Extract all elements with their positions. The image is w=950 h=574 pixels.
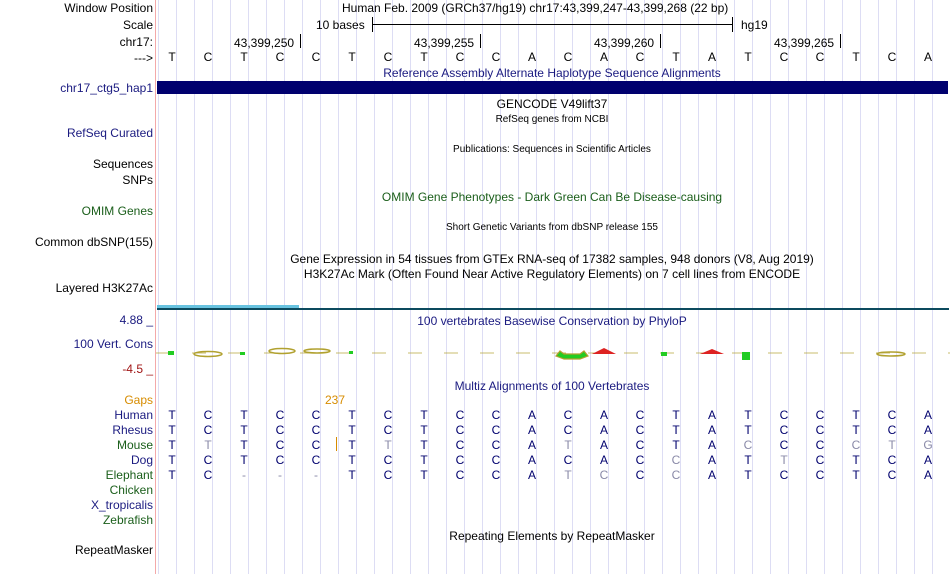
ref-base: C bbox=[815, 50, 825, 64]
omim-label[interactable]: OMIM Genes bbox=[81, 204, 153, 218]
repeatmasker-label[interactable]: RepeatMasker bbox=[74, 543, 153, 557]
aligned-base-rhesus: C bbox=[563, 423, 573, 437]
aligned-base-rhesus: A bbox=[599, 423, 608, 437]
ref-base: C bbox=[383, 50, 393, 64]
cons-max-label: 4.88 _ bbox=[119, 313, 153, 327]
aligned-base-dog: C bbox=[635, 453, 645, 467]
sequences-label[interactable]: Sequences bbox=[92, 157, 153, 171]
aligned-base-rhesus: T bbox=[852, 423, 860, 437]
aligned-base-mouse: T bbox=[240, 438, 248, 452]
aligned-base-mouse: T bbox=[888, 438, 896, 452]
gaps-label: Gaps bbox=[124, 393, 153, 407]
aligned-base-dog: T bbox=[780, 453, 788, 467]
publications-title: Publications: Sequences in Scientific Articles bbox=[453, 144, 651, 155]
aligned-base-elephant: T bbox=[420, 468, 428, 482]
aligned-base-elephant: C bbox=[383, 468, 393, 482]
aligned-base-mouse: C bbox=[491, 438, 501, 452]
aligned-base-dog: C bbox=[563, 453, 573, 467]
species-label-dog: Dog bbox=[130, 453, 153, 467]
aligned-base-dog: C bbox=[455, 453, 465, 467]
aligned-base-elephant: C bbox=[887, 468, 897, 482]
aligned-base-mouse: C bbox=[851, 438, 861, 452]
aligned-base-rhesus: C bbox=[311, 423, 321, 437]
aligned-base-elephant: T bbox=[744, 468, 752, 482]
aligned-base-mouse: C bbox=[275, 438, 285, 452]
alt-haplotype-label[interactable]: chr17_ctg5_hap1 bbox=[60, 81, 153, 95]
phylop-conservation-plot bbox=[156, 342, 950, 364]
repeatmasker-title: Repeating Elements by RepeatMasker bbox=[449, 529, 655, 543]
aligned-base-elephant: T bbox=[852, 468, 860, 482]
aligned-base-dog: T bbox=[240, 453, 248, 467]
aligned-base-dog: T bbox=[852, 453, 860, 467]
aligned-base-human: C bbox=[383, 408, 393, 422]
aligned-base-dog: A bbox=[599, 453, 608, 467]
aligned-base-dog: T bbox=[420, 453, 428, 467]
aligned-base-rhesus: C bbox=[455, 423, 465, 437]
aligned-base-dog: T bbox=[744, 453, 752, 467]
coord-tick bbox=[480, 34, 481, 48]
species-label-rhesus: Rhesus bbox=[112, 423, 153, 437]
gap-count: 237 bbox=[325, 393, 346, 407]
aligned-base-dog: T bbox=[168, 453, 176, 467]
aligned-base-elephant: C bbox=[635, 468, 645, 482]
aligned-base-mouse: T bbox=[168, 438, 176, 452]
aligned-base-mouse: T bbox=[564, 438, 572, 452]
aligned-base-dog: C bbox=[491, 453, 501, 467]
alt-haplotype-title: Reference Assembly Alternate Haplotype Sequence Alignments bbox=[383, 66, 721, 80]
species-label-mouse: Mouse bbox=[116, 438, 153, 452]
aligned-base-mouse: T bbox=[384, 438, 392, 452]
aligned-base-human: T bbox=[240, 408, 248, 422]
aligned-base-human: C bbox=[635, 408, 645, 422]
aligned-base-rhesus: A bbox=[707, 423, 716, 437]
aligned-base-mouse: T bbox=[420, 438, 428, 452]
coord-tick bbox=[660, 34, 661, 48]
track-labels bbox=[0, 0, 155, 574]
aligned-base-rhesus: C bbox=[635, 423, 645, 437]
aligned-base-elephant: C bbox=[455, 468, 465, 482]
gtex-title: Gene Expression in 54 tissues from GTEx RNA-seq of 17382 samples, 948 donors (V8, Aug 2019) bbox=[290, 252, 814, 266]
h3k27ac-title: H3K27Ac Mark (Often Found Near Active Regulatory Elements) on 7 cell lines from ENCODE bbox=[303, 267, 801, 281]
ref-base: C bbox=[491, 50, 501, 64]
dbsnp-title: Short Genetic Variants from dbSNP release 155 bbox=[446, 222, 658, 233]
aligned-base-rhesus: C bbox=[383, 423, 393, 437]
phylop-title: 100 vertebrates Basewise Conservation by PhyloP bbox=[417, 314, 687, 328]
ref-base: T bbox=[744, 50, 752, 64]
ref-base: T bbox=[672, 50, 680, 64]
aligned-base-mouse: T bbox=[204, 438, 212, 452]
aligned-base-elephant: A bbox=[923, 468, 932, 482]
scale-label: Scale bbox=[122, 18, 153, 32]
ref-base: A bbox=[599, 50, 608, 64]
aligned-base-human: T bbox=[348, 408, 356, 422]
ref-base: C bbox=[455, 50, 465, 64]
ref-base: C bbox=[275, 50, 285, 64]
aligned-base-elephant: C bbox=[671, 468, 681, 482]
aligned-base-dog: C bbox=[887, 453, 897, 467]
aligned-base-rhesus: A bbox=[923, 423, 932, 437]
ref-base: C bbox=[311, 50, 321, 64]
ref-base: C bbox=[779, 50, 789, 64]
aligned-base-dog: C bbox=[203, 453, 213, 467]
aligned-base-rhesus: C bbox=[815, 423, 825, 437]
coord-label: 43,399,260 bbox=[594, 36, 655, 50]
aligned-base-dog: A bbox=[527, 453, 536, 467]
aligned-base-mouse: T bbox=[672, 438, 680, 452]
coord-label: 43,399,265 bbox=[774, 36, 835, 50]
aligned-base-mouse: T bbox=[348, 438, 356, 452]
aligned-base-rhesus: T bbox=[672, 423, 680, 437]
species-label-zebrafish: Zebrafish bbox=[102, 513, 153, 527]
cons-min-label: -4.5 _ bbox=[122, 362, 153, 376]
omim-title: OMIM Gene Phenotypes - Dark Green Can Be Disease-causing bbox=[381, 190, 723, 204]
aligned-base-rhesus: T bbox=[240, 423, 248, 437]
aligned-base-rhesus: T bbox=[168, 423, 176, 437]
aligned-base-human: A bbox=[527, 408, 536, 422]
gencode-title: GENCODE V49lift37 bbox=[496, 97, 608, 111]
aligned-base-human: C bbox=[311, 408, 321, 422]
ref-base: T bbox=[852, 50, 860, 64]
aligned-base-mouse: A bbox=[599, 438, 608, 452]
aligned-base-mouse: A bbox=[707, 438, 716, 452]
aligned-base-human: C bbox=[563, 408, 573, 422]
aligned-base-rhesus: A bbox=[527, 423, 536, 437]
aligned-base-human: C bbox=[815, 408, 825, 422]
aligned-base-rhesus: T bbox=[348, 423, 356, 437]
species-label-xtropicalis: X_tropicalis bbox=[90, 498, 153, 512]
window-position-label: Window Position bbox=[64, 1, 153, 15]
aligned-base-elephant: C bbox=[815, 468, 825, 482]
aligned-base-dog: A bbox=[923, 453, 932, 467]
aligned-base-human: T bbox=[744, 408, 752, 422]
aligned-base-dog: A bbox=[707, 453, 716, 467]
aligned-base-mouse: G bbox=[923, 438, 933, 452]
snps-label[interactable]: SNPs bbox=[122, 173, 153, 187]
aligned-base-human: T bbox=[852, 408, 860, 422]
aligned-base-dog: C bbox=[383, 453, 393, 467]
aligned-base-elephant: - bbox=[314, 468, 318, 482]
scale-bar-text: 10 bases bbox=[316, 18, 365, 32]
alt-haplotype-bar[interactable] bbox=[157, 81, 948, 94]
ref-base: C bbox=[887, 50, 897, 64]
species-label-human: Human bbox=[114, 408, 153, 422]
aligned-base-elephant: C bbox=[203, 468, 213, 482]
aligned-base-elephant: A bbox=[707, 468, 716, 482]
aligned-base-dog: C bbox=[671, 453, 681, 467]
aligned-base-elephant: - bbox=[278, 468, 282, 482]
coord-label: 43,399,250 bbox=[234, 36, 295, 50]
species-label-chicken: Chicken bbox=[109, 483, 153, 497]
aligned-base-human: A bbox=[923, 408, 932, 422]
aligned-base-human: T bbox=[672, 408, 680, 422]
aligned-base-elephant: - bbox=[242, 468, 246, 482]
mouse-insertion-marker bbox=[336, 437, 337, 451]
aligned-base-rhesus: C bbox=[779, 423, 789, 437]
aligned-base-elephant: C bbox=[491, 468, 501, 482]
coord-tick bbox=[840, 34, 841, 48]
species-label-elephant: Elephant bbox=[105, 468, 153, 482]
ref-base: T bbox=[348, 50, 356, 64]
aligned-base-elephant: T bbox=[564, 468, 572, 482]
aligned-base-elephant: C bbox=[599, 468, 609, 482]
aligned-base-rhesus: C bbox=[491, 423, 501, 437]
aligned-base-elephant: T bbox=[168, 468, 176, 482]
aligned-base-rhesus: T bbox=[744, 423, 752, 437]
label-divider[interactable] bbox=[155, 0, 156, 574]
aligned-base-mouse: C bbox=[815, 438, 825, 452]
aligned-base-rhesus: C bbox=[203, 423, 213, 437]
aligned-base-elephant: A bbox=[527, 468, 536, 482]
ref-base: T bbox=[420, 50, 428, 64]
aligned-base-dog: T bbox=[348, 453, 356, 467]
coord-tick bbox=[300, 34, 301, 48]
ref-base: A bbox=[707, 50, 716, 64]
aligned-base-dog: C bbox=[275, 453, 285, 467]
ref-base: T bbox=[240, 50, 248, 64]
coord-label: 43,399,255 bbox=[414, 36, 475, 50]
aligned-base-human: T bbox=[420, 408, 428, 422]
aligned-base-human: C bbox=[779, 408, 789, 422]
aligned-base-mouse: A bbox=[527, 438, 536, 452]
ref-base: A bbox=[527, 50, 536, 64]
cons-track-label[interactable]: 100 Vert. Cons bbox=[73, 337, 153, 351]
aligned-base-mouse: C bbox=[779, 438, 789, 452]
aligned-base-mouse: C bbox=[743, 438, 753, 452]
aligned-base-dog: C bbox=[311, 453, 321, 467]
aligned-base-mouse: C bbox=[311, 438, 321, 452]
aligned-base-human: C bbox=[203, 408, 213, 422]
assembly-position-text: Human Feb. 2009 (GRCh37/hg19) chr17:43,399,247-43,399,268 (22 bp) bbox=[342, 1, 729, 15]
dbsnp-label[interactable]: Common dbSNP(155) bbox=[34, 235, 153, 249]
ref-base: A bbox=[923, 50, 932, 64]
aligned-base-rhesus: C bbox=[275, 423, 285, 437]
multiz-title: Multiz Alignments of 100 Vertebrates bbox=[454, 379, 650, 393]
refseq-label[interactable]: RefSeq Curated bbox=[66, 126, 153, 140]
ref-base: C bbox=[563, 50, 573, 64]
h3k27ac-baseline bbox=[157, 308, 949, 310]
aligned-base-dog: C bbox=[815, 453, 825, 467]
ref-base: C bbox=[203, 50, 213, 64]
chr-label: chr17: bbox=[119, 35, 153, 49]
aligned-base-mouse: C bbox=[455, 438, 465, 452]
aligned-base-human: C bbox=[491, 408, 501, 422]
ref-base: T bbox=[168, 50, 176, 64]
aligned-base-elephant: T bbox=[348, 468, 356, 482]
aligned-base-mouse: C bbox=[635, 438, 645, 452]
aligned-base-human: C bbox=[275, 408, 285, 422]
aligned-base-human: A bbox=[707, 408, 716, 422]
hg-label: hg19 bbox=[741, 18, 768, 32]
aligned-base-elephant: C bbox=[779, 468, 789, 482]
h3k27ac-label[interactable]: Layered H3K27Ac bbox=[55, 281, 153, 295]
strand-arrow-label: ---> bbox=[134, 51, 153, 65]
aligned-base-rhesus: C bbox=[887, 423, 897, 437]
aligned-base-human: C bbox=[887, 408, 897, 422]
aligned-base-rhesus: T bbox=[420, 423, 428, 437]
aligned-base-human: A bbox=[599, 408, 608, 422]
aligned-base-human: T bbox=[168, 408, 176, 422]
refseq-subtitle: RefSeq genes from NCBI bbox=[495, 114, 609, 125]
ref-base: C bbox=[635, 50, 645, 64]
aligned-base-human: C bbox=[455, 408, 465, 422]
